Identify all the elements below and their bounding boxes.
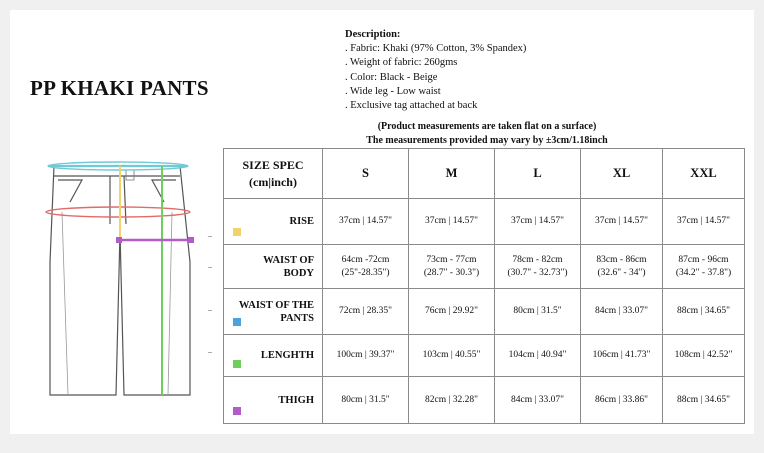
size-cell xyxy=(663,289,745,335)
size-cell xyxy=(409,377,495,424)
waist-pants-color-swatch xyxy=(233,318,241,326)
size-cell xyxy=(663,199,745,245)
size-cell xyxy=(663,335,745,377)
row-label-line: WAIST OF THE xyxy=(238,299,314,311)
cell-line: 104cm | 40.94" xyxy=(508,350,567,360)
pants-diagram xyxy=(40,152,200,402)
cell-line: 84cm | 33.07" xyxy=(510,394,564,405)
cell-line: 37cm | 14.57" xyxy=(510,216,564,226)
size-cell xyxy=(495,335,581,377)
tick-mark xyxy=(208,310,212,311)
rise-color-swatch xyxy=(233,228,241,236)
size-header-m: M xyxy=(409,149,495,199)
size-cell xyxy=(495,377,581,424)
cell-line: 37cm | 14.57" xyxy=(676,216,730,226)
size-cell xyxy=(581,245,663,289)
size-cell xyxy=(323,377,409,424)
cell-line: 37cm | 14.57" xyxy=(338,216,392,226)
cell-line: 83cm - 86cm xyxy=(596,254,647,265)
cell-line: 108cm | 42.52" xyxy=(674,350,733,360)
row-label-line: RISE xyxy=(289,216,314,227)
size-cell xyxy=(323,289,409,335)
measurement-note: The measurements provided may vary by ±3cm/1.18inch xyxy=(366,135,608,146)
size-cell xyxy=(663,377,745,424)
row-label-line: WAIST OF xyxy=(263,254,314,266)
product-title: PP KHAKI PANTS xyxy=(30,76,209,100)
size-cell xyxy=(581,289,663,335)
hip-measure-loop xyxy=(46,207,190,217)
size-cell xyxy=(495,199,581,245)
measurement-notes xyxy=(310,120,664,148)
table-row-thigh xyxy=(224,377,745,424)
row-label-line: BODY xyxy=(283,267,314,279)
cell-line: 103cm | 40.55" xyxy=(422,350,481,360)
row-label-line: PANTS xyxy=(280,312,314,324)
size-cell xyxy=(409,245,495,289)
description-heading: Description: xyxy=(345,29,401,40)
cell-line: 37cm | 14.57" xyxy=(424,216,478,226)
tick-mark xyxy=(208,352,212,353)
size-cell xyxy=(581,377,663,424)
cell-line: 78cm - 82cm xyxy=(512,254,563,265)
description-line: . Exclusive tag attached at back xyxy=(345,100,478,112)
size-cell xyxy=(581,335,663,377)
cell-line: (30.7" - 32.73") xyxy=(507,267,568,278)
cell-line: 72cm | 28.35" xyxy=(338,306,392,316)
description-line: . Color: Black - Beige xyxy=(345,71,438,83)
row-label-waist-of-body xyxy=(224,245,323,289)
description-block xyxy=(345,28,526,113)
table-row-length xyxy=(224,335,745,377)
description-line: . Fabric: Khaki (97% Cotton, 3% Spandex) xyxy=(345,43,527,55)
size-spec-header-line: (cm|inch) xyxy=(249,174,297,189)
cell-line: 88cm | 34.65" xyxy=(676,394,730,405)
size-header-s: S xyxy=(323,149,409,199)
row-label-thigh xyxy=(224,377,323,424)
cell-line: 86cm | 33.86" xyxy=(594,394,648,405)
cell-line: 64cm -72cm xyxy=(341,254,390,265)
size-header-xl: XL xyxy=(581,149,663,199)
row-label-line: LENGHTH xyxy=(260,350,314,361)
row-label-rise xyxy=(224,199,323,245)
size-cell xyxy=(495,245,581,289)
row-label-length xyxy=(224,335,323,377)
length-color-swatch xyxy=(233,360,241,368)
size-spec-header-line: SIZE SPEC xyxy=(242,157,304,172)
cell-line: 88cm | 34.65" xyxy=(676,306,730,316)
size-cell xyxy=(409,199,495,245)
size-cell xyxy=(581,199,663,245)
cell-line: (34.2" - 37.8") xyxy=(675,267,732,278)
size-header-row xyxy=(224,149,745,199)
size-spec-table xyxy=(223,148,745,424)
table-row-rise xyxy=(224,199,745,245)
size-cell xyxy=(409,335,495,377)
cell-line: 87cm - 96cm xyxy=(678,254,729,265)
cell-line: 100cm | 39.37" xyxy=(336,350,395,360)
row-label-line: THIGH xyxy=(278,394,314,406)
cell-line: 37cm | 14.57" xyxy=(594,216,648,226)
cell-line: 80cm | 31.5" xyxy=(513,306,562,316)
table-row-waist-of-the-pants xyxy=(224,289,745,335)
cell-line: 80cm | 31.5" xyxy=(341,394,390,405)
cell-line: (25"-28.35") xyxy=(341,267,390,278)
description-line: . Wide leg - Low waist xyxy=(345,85,441,97)
tick-mark xyxy=(208,267,212,268)
size-cell xyxy=(495,289,581,335)
table-row-waist-of-body xyxy=(224,245,745,289)
description-line: . Weight of fabric: 260gms xyxy=(345,57,458,69)
size-header-l: L xyxy=(495,149,581,199)
size-cell xyxy=(323,245,409,289)
measurement-note: (Product measurements are taken flat on a surface) xyxy=(377,121,597,132)
size-cell xyxy=(323,199,409,245)
cell-line: 106cm | 41.73" xyxy=(592,350,651,360)
size-spec-header xyxy=(224,149,323,199)
tick-mark xyxy=(208,236,212,237)
thigh-measure-end-left xyxy=(116,237,122,243)
size-chart-sheet xyxy=(10,10,754,434)
size-cell xyxy=(409,289,495,335)
row-label-waist-of-the-pants xyxy=(224,289,323,335)
thigh-color-swatch xyxy=(233,407,241,415)
cell-line: (32.6" - 34") xyxy=(597,267,646,278)
cell-line: 84cm | 33.07" xyxy=(594,306,648,316)
cell-line: 82cm | 32.28" xyxy=(424,394,478,405)
size-cell xyxy=(323,335,409,377)
size-header-xxl: XXL xyxy=(663,149,745,199)
cell-line: (28.7" - 30.3") xyxy=(423,267,480,278)
cell-line: 76cm | 29.92" xyxy=(424,306,478,316)
size-cell xyxy=(663,245,745,289)
thigh-measure-end-right xyxy=(188,237,194,243)
cell-line: 73cm - 77cm xyxy=(426,254,477,265)
